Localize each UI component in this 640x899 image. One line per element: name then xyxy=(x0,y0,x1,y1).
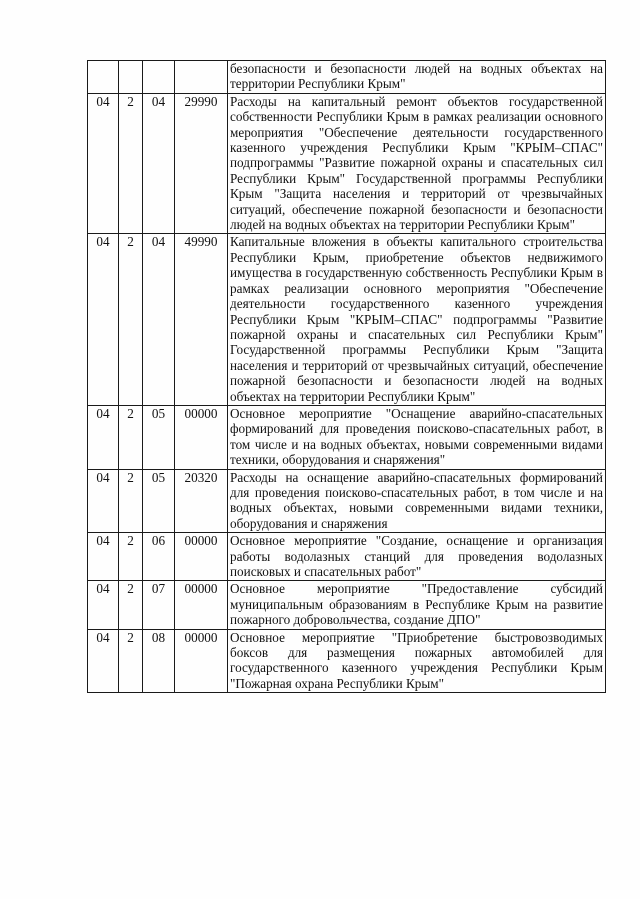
program-code-cell: 04 xyxy=(88,234,119,405)
expense-code-cell: 29990 xyxy=(175,93,228,234)
table-row xyxy=(88,469,606,533)
program-code-cell: 04 xyxy=(88,93,119,234)
description-cell: Основное мероприятие "Приобретение быстровозводимых боксов для размещения пожарных автомобилей для государственного казенного учреждения Республики Крым "Пожарная охрана Республики Крым" xyxy=(228,629,606,693)
program-code-cell: 04 xyxy=(88,533,119,581)
activity-code-cell: 07 xyxy=(143,581,175,629)
expense-code-cell: 00000 xyxy=(175,581,228,629)
description-cell: Основное мероприятие "Оснащение аварийно-спасательных формирований для проведения поисково-спасательных работ, в том числе и на водных объектах, новыми современными видами техники, оборудования и снаряжения" xyxy=(228,405,606,469)
expense-code-cell xyxy=(175,61,228,94)
subprogram-code-cell: 2 xyxy=(119,533,143,581)
table-row xyxy=(88,629,606,693)
activity-code-cell: 06 xyxy=(143,533,175,581)
subprogram-code-cell: 2 xyxy=(119,469,143,533)
budget-code-table xyxy=(87,60,606,693)
table-row xyxy=(88,581,606,629)
program-code-cell xyxy=(88,61,119,94)
expense-code-cell: 00000 xyxy=(175,533,228,581)
table-row xyxy=(88,93,606,234)
program-code-cell: 04 xyxy=(88,581,119,629)
activity-code-cell: 05 xyxy=(143,469,175,533)
program-code-cell: 04 xyxy=(88,405,119,469)
subprogram-code-cell: 2 xyxy=(119,405,143,469)
activity-code-cell: 08 xyxy=(143,629,175,693)
table-row xyxy=(88,234,606,405)
description-cell: Расходы на оснащение аварийно-спасательных формирований для проведения поисково-спасательных работ, в том числе и на водных объектах, новыми современными видами техники, оборудования и снаряжения xyxy=(228,469,606,533)
expense-code-cell: 20320 xyxy=(175,469,228,533)
expense-code-cell: 00000 xyxy=(175,629,228,693)
expense-code-cell: 49990 xyxy=(175,234,228,405)
description-cell: Расходы на капитальный ремонт объектов государственной собственности Республики Крым в рамках реализации основного мероприятия "Обеспечение деятельности государственного казенного учреждения Республики Крым "КРЫМ–СПАС" подпрограммы "Развитие пожарной охраны и спасательных сил Республики Крым" Государственной программы Республики Крым "Защита населения и территорий от чрезвычайных ситуаций, обеспечение пожарной безопасности и безопасности людей на водных объектах на территории Республики Крым" xyxy=(228,93,606,234)
expense-code-cell: 00000 xyxy=(175,405,228,469)
subprogram-code-cell: 2 xyxy=(119,629,143,693)
subprogram-code-cell: 2 xyxy=(119,234,143,405)
program-code-cell: 04 xyxy=(88,469,119,533)
description-cell: Основное мероприятие "Предоставление субсидий муниципальным образованиям в Республике Крым на развитие пожарного добровольчества, создание ДПО" xyxy=(228,581,606,629)
description-cell: безопасности и безопасности людей на водных объектах на территории Республики Крым" xyxy=(228,61,606,94)
activity-code-cell: 04 xyxy=(143,234,175,405)
activity-code-cell: 05 xyxy=(143,405,175,469)
description-cell: Капитальные вложения в объекты капитального строительства Республики Крым, приобретение объектов недвижимого имущества в государственную собственность Республики Крым в рамках реализации основного мероприятия "Обеспечение деятельности государственного казенного учреждения Республики Крым "КРЫМ–СПАС" подпрограммы "Развитие пожарной охраны и спасательных сил Республики Крым" Государственной программы Республики Крым "Защита населения и территорий от чрезвычайных ситуаций, обеспечение пожарной безопасности и безопасности людей на водных объектах на территории Республики Крым" xyxy=(228,234,606,405)
activity-code-cell xyxy=(143,61,175,94)
activity-code-cell: 04 xyxy=(143,93,175,234)
subprogram-code-cell xyxy=(119,61,143,94)
table-row xyxy=(88,61,606,94)
subprogram-code-cell: 2 xyxy=(119,581,143,629)
description-cell: Основное мероприятие "Создание, оснащение и организация работы водолазных станций для проведения водолазных поисковых и спасательных работ" xyxy=(228,533,606,581)
table-row xyxy=(88,405,606,469)
subprogram-code-cell: 2 xyxy=(119,93,143,234)
table-row xyxy=(88,533,606,581)
program-code-cell: 04 xyxy=(88,629,119,693)
